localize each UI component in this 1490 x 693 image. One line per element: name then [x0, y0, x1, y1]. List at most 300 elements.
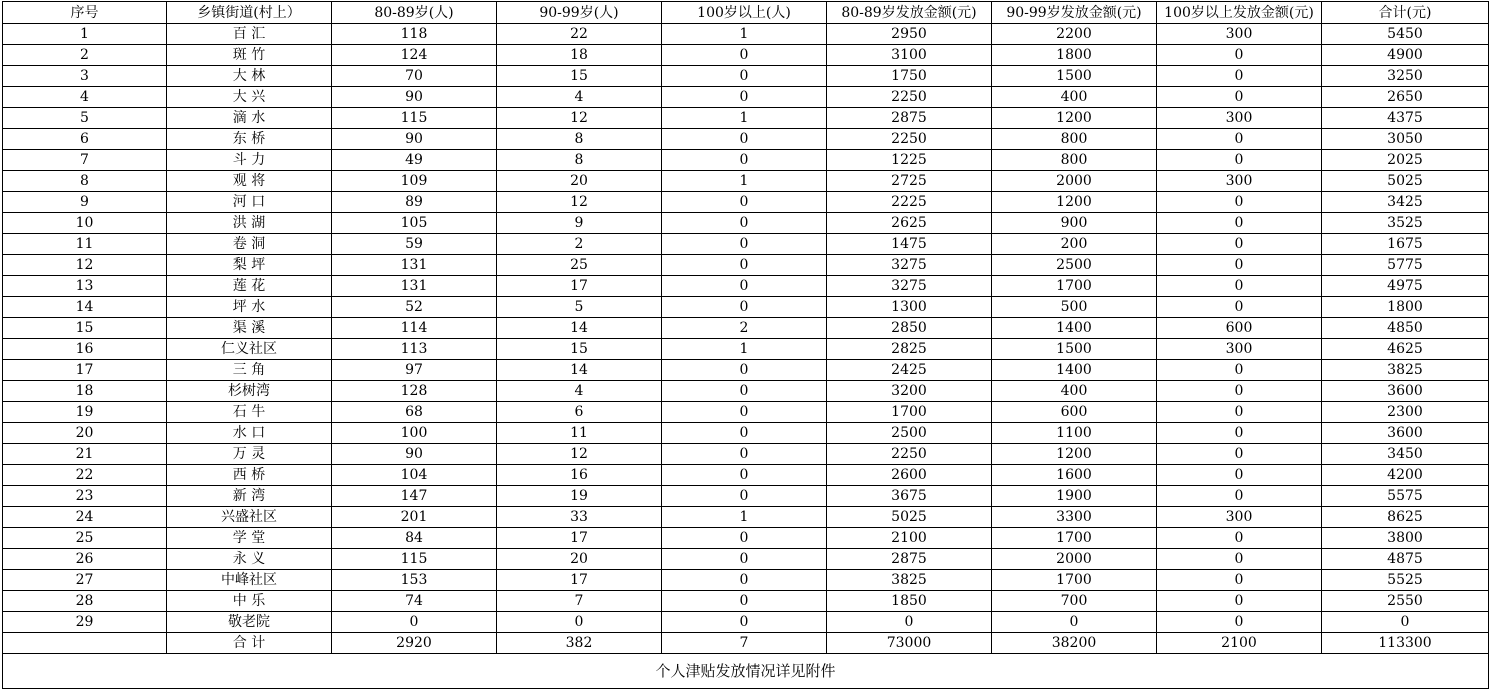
table-cell: 26	[3, 549, 167, 570]
table-cell: 1400	[992, 360, 1157, 381]
table-cell: 5775	[1322, 255, 1489, 276]
table-cell: 9	[3, 192, 167, 213]
table-row	[3, 276, 1489, 297]
table-cell: 12	[497, 108, 662, 129]
table-cell: 4375	[1322, 108, 1489, 129]
table-cell: 0	[1157, 66, 1322, 87]
table-cell: 0	[1157, 549, 1322, 570]
table-cell: 2875	[827, 108, 992, 129]
table-cell: 100	[332, 423, 497, 444]
table-cell: 12	[497, 444, 662, 465]
table-cell: 0	[1157, 213, 1322, 234]
table-cell: 5	[3, 108, 167, 129]
table-row	[3, 213, 1489, 234]
table-cell: 700	[992, 591, 1157, 612]
table-cell: 2300	[1322, 402, 1489, 423]
table-cell: 13	[3, 276, 167, 297]
table-cell: 59	[332, 234, 497, 255]
table-cell: 0	[662, 234, 827, 255]
table-row	[3, 402, 1489, 423]
total-cell: 2100	[1157, 633, 1322, 654]
table-cell: 70	[332, 66, 497, 87]
table-cell: 东 桥	[167, 129, 332, 150]
table-cell: 0	[1157, 297, 1322, 318]
total-cell: 7	[662, 633, 827, 654]
table-cell: 600	[1157, 318, 1322, 339]
table-row	[3, 381, 1489, 402]
table-cell: 0	[662, 66, 827, 87]
table-cell: 1	[662, 171, 827, 192]
table-cell: 52	[332, 297, 497, 318]
table-cell: 300	[1157, 339, 1322, 360]
table-cell: 2250	[827, 87, 992, 108]
table-cell: 6	[497, 402, 662, 423]
table-cell: 16	[497, 465, 662, 486]
total-cell: 合 计	[167, 633, 332, 654]
table-row	[3, 108, 1489, 129]
table-cell: 2425	[827, 360, 992, 381]
table-cell: 2	[3, 45, 167, 66]
table-cell: 16	[3, 339, 167, 360]
table-cell: 11	[497, 423, 662, 444]
table-cell: 0	[1157, 129, 1322, 150]
table-cell: 3425	[1322, 192, 1489, 213]
table-cell: 莲 花	[167, 276, 332, 297]
table-cell: 0	[1157, 423, 1322, 444]
table-cell: 12	[497, 192, 662, 213]
table-cell: 0	[662, 255, 827, 276]
table-cell: 2600	[827, 465, 992, 486]
table-cell: 11	[3, 234, 167, 255]
table-cell: 18	[497, 45, 662, 66]
table-cell: 4975	[1322, 276, 1489, 297]
table-cell: 1	[662, 507, 827, 528]
table-cell: 2225	[827, 192, 992, 213]
table-cell: 2875	[827, 549, 992, 570]
table-cell: 石 牛	[167, 402, 332, 423]
table-cell: 兴盛社区	[167, 507, 332, 528]
table-cell: 0	[662, 486, 827, 507]
table-cell: 300	[1157, 171, 1322, 192]
column-header: 90-99岁(人)	[497, 2, 662, 24]
table-cell: 1700	[827, 402, 992, 423]
total-row	[3, 633, 1489, 654]
table-cell: 0	[1157, 444, 1322, 465]
table-row	[3, 192, 1489, 213]
table-cell: 0	[1322, 612, 1489, 633]
table-cell: 3825	[1322, 360, 1489, 381]
table-cell: 17	[497, 276, 662, 297]
table-row	[3, 234, 1489, 255]
table-cell: 20	[497, 171, 662, 192]
table-cell: 15	[497, 66, 662, 87]
table-cell: 3825	[827, 570, 992, 591]
table-cell: 1600	[992, 465, 1157, 486]
table-cell: 0	[332, 612, 497, 633]
table-row	[3, 339, 1489, 360]
total-cell	[3, 633, 167, 654]
table-cell: 131	[332, 255, 497, 276]
table-cell: 300	[1157, 24, 1322, 45]
table-cell: 3275	[827, 255, 992, 276]
table-cell: 153	[332, 570, 497, 591]
table-cell: 124	[332, 45, 497, 66]
table-cell: 23	[3, 486, 167, 507]
table-cell: 17	[497, 570, 662, 591]
table-row	[3, 150, 1489, 171]
table-cell: 400	[992, 87, 1157, 108]
table-row	[3, 465, 1489, 486]
table-cell: 2200	[992, 24, 1157, 45]
table-cell: 1	[662, 339, 827, 360]
table-cell: 万 灵	[167, 444, 332, 465]
table-cell: 27	[3, 570, 167, 591]
table-cell: 14	[3, 297, 167, 318]
table-cell: 90	[332, 444, 497, 465]
table-cell: 2	[662, 318, 827, 339]
table-cell: 7	[3, 150, 167, 171]
table-cell: 2625	[827, 213, 992, 234]
table-cell: 2	[497, 234, 662, 255]
table-cell: 百 汇	[167, 24, 332, 45]
table-cell: 0	[1157, 612, 1322, 633]
table-cell: 17	[3, 360, 167, 381]
table-row	[3, 549, 1489, 570]
table-cell: 0	[1157, 591, 1322, 612]
table-cell: 20	[497, 549, 662, 570]
table-cell: 800	[992, 129, 1157, 150]
table-cell: 201	[332, 507, 497, 528]
footnote-row	[3, 654, 1489, 689]
column-header: 80-89岁发放金额(元)	[827, 2, 992, 24]
table-cell: 400	[992, 381, 1157, 402]
table-cell: 中 乐	[167, 591, 332, 612]
table-cell: 5450	[1322, 24, 1489, 45]
table-cell: 0	[1157, 150, 1322, 171]
total-cell: 2920	[332, 633, 497, 654]
table-cell: 0	[662, 570, 827, 591]
table-cell: 0	[662, 150, 827, 171]
table-cell: 2000	[992, 549, 1157, 570]
table-row	[3, 528, 1489, 549]
table-cell: 5	[497, 297, 662, 318]
table-cell: 0	[1157, 234, 1322, 255]
table-cell: 1850	[827, 591, 992, 612]
table-cell: 1475	[827, 234, 992, 255]
table-cell: 2100	[827, 528, 992, 549]
table-cell: 1900	[992, 486, 1157, 507]
table-cell: 9	[497, 213, 662, 234]
table-cell: 洪 湖	[167, 213, 332, 234]
table-cell: 128	[332, 381, 497, 402]
table-cell: 84	[332, 528, 497, 549]
table-cell: 1500	[992, 66, 1157, 87]
table-cell: 5525	[1322, 570, 1489, 591]
table-cell: 2250	[827, 444, 992, 465]
table-cell: 113	[332, 339, 497, 360]
table-cell: 1200	[992, 192, 1157, 213]
table-cell: 2500	[827, 423, 992, 444]
table-cell: 0	[1157, 192, 1322, 213]
table-cell: 0	[662, 402, 827, 423]
table-cell: 0	[662, 297, 827, 318]
table-cell: 3250	[1322, 66, 1489, 87]
table-cell: 3525	[1322, 213, 1489, 234]
table-cell: 114	[332, 318, 497, 339]
total-cell: 382	[497, 633, 662, 654]
table-cell: 90	[332, 87, 497, 108]
table-cell: 0	[662, 381, 827, 402]
table-cell: 2725	[827, 171, 992, 192]
table-cell: 300	[1157, 507, 1322, 528]
table-cell: 0	[662, 549, 827, 570]
table-row	[3, 171, 1489, 192]
table-cell: 8	[3, 171, 167, 192]
table-cell: 3600	[1322, 423, 1489, 444]
table-cell: 仁义社区	[167, 339, 332, 360]
table-cell: 5575	[1322, 486, 1489, 507]
table-cell: 33	[497, 507, 662, 528]
table-cell: 24	[3, 507, 167, 528]
table-cell: 观 将	[167, 171, 332, 192]
table-cell: 25	[3, 528, 167, 549]
table-cell: 15	[497, 339, 662, 360]
table-cell: 25	[497, 255, 662, 276]
table-cell: 20	[3, 423, 167, 444]
table-row	[3, 507, 1489, 528]
table-cell: 0	[662, 612, 827, 633]
table-cell: 115	[332, 549, 497, 570]
table-cell: 300	[1157, 108, 1322, 129]
table-cell: 5025	[827, 507, 992, 528]
table-cell: 1	[662, 24, 827, 45]
table-row	[3, 129, 1489, 150]
table-cell: 1700	[992, 276, 1157, 297]
table-cell: 3	[3, 66, 167, 87]
table-cell: 8	[497, 129, 662, 150]
table-cell: 5025	[1322, 171, 1489, 192]
table-cell: 2825	[827, 339, 992, 360]
table-cell: 68	[332, 402, 497, 423]
table-cell: 4900	[1322, 45, 1489, 66]
table-cell: 4850	[1322, 318, 1489, 339]
table-cell: 三 角	[167, 360, 332, 381]
total-cell: 38200	[992, 633, 1157, 654]
table-cell: 89	[332, 192, 497, 213]
table-cell: 1500	[992, 339, 1157, 360]
table-cell: 2650	[1322, 87, 1489, 108]
table-cell: 1750	[827, 66, 992, 87]
table-row	[3, 423, 1489, 444]
table-cell: 200	[992, 234, 1157, 255]
table-cell: 0	[827, 612, 992, 633]
table-cell: 7	[497, 591, 662, 612]
table-row	[3, 570, 1489, 591]
table-cell: 0	[662, 129, 827, 150]
table-body	[3, 24, 1489, 633]
table-row	[3, 486, 1489, 507]
table-row	[3, 360, 1489, 381]
table-cell: 4200	[1322, 465, 1489, 486]
table-cell: 斑 竹	[167, 45, 332, 66]
table-cell: 永 义	[167, 549, 332, 570]
table-cell: 0	[662, 423, 827, 444]
table-cell: 0	[662, 192, 827, 213]
table-cell: 0	[662, 276, 827, 297]
table-cell: 0	[662, 360, 827, 381]
table-cell: 1200	[992, 444, 1157, 465]
table-cell: 19	[3, 402, 167, 423]
table-cell: 3800	[1322, 528, 1489, 549]
table-row	[3, 318, 1489, 339]
table-cell: 滴 水	[167, 108, 332, 129]
table-cell: 0	[662, 45, 827, 66]
table-cell: 中峰社区	[167, 570, 332, 591]
table-cell: 1800	[1322, 297, 1489, 318]
table-cell: 105	[332, 213, 497, 234]
table-cell: 0	[1157, 486, 1322, 507]
table-cell: 0	[662, 87, 827, 108]
total-cell: 73000	[827, 633, 992, 654]
table-cell: 0	[1157, 381, 1322, 402]
table-cell: 500	[992, 297, 1157, 318]
table-cell: 14	[497, 318, 662, 339]
column-header: 乡镇街道(村上）	[167, 2, 332, 24]
table-cell: 大 兴	[167, 87, 332, 108]
table-cell: 坪 水	[167, 297, 332, 318]
subsidy-table	[2, 1, 1489, 689]
table-cell: 大 林	[167, 66, 332, 87]
table-cell: 1700	[992, 528, 1157, 549]
table-cell: 1800	[992, 45, 1157, 66]
table-cell: 19	[497, 486, 662, 507]
table-row	[3, 24, 1489, 45]
table-row	[3, 591, 1489, 612]
table-cell: 西 桥	[167, 465, 332, 486]
table-cell: 17	[497, 528, 662, 549]
table-cell: 3200	[827, 381, 992, 402]
table-cell: 0	[1157, 402, 1322, 423]
table-cell: 0	[1157, 528, 1322, 549]
table-cell: 杉树湾	[167, 381, 332, 402]
table-cell: 3675	[827, 486, 992, 507]
table-cell: 新 湾	[167, 486, 332, 507]
table-cell: 2550	[1322, 591, 1489, 612]
column-header: 100岁以上发放金额(元)	[1157, 2, 1322, 24]
table-cell: 0	[1157, 360, 1322, 381]
table-cell: 21	[3, 444, 167, 465]
table-cell: 敬老院	[167, 612, 332, 633]
table-cell: 97	[332, 360, 497, 381]
table-row	[3, 255, 1489, 276]
table-cell: 4875	[1322, 549, 1489, 570]
table-cell: 22	[3, 465, 167, 486]
table-cell: 8625	[1322, 507, 1489, 528]
column-header: 合计(元)	[1322, 2, 1489, 24]
table-cell: 2000	[992, 171, 1157, 192]
table-row	[3, 66, 1489, 87]
table-row	[3, 612, 1489, 633]
table-cell: 0	[1157, 45, 1322, 66]
table-cell: 3050	[1322, 129, 1489, 150]
table-cell: 学 堂	[167, 528, 332, 549]
table-cell: 0	[1157, 255, 1322, 276]
table-cell: 1100	[992, 423, 1157, 444]
table-cell: 18	[3, 381, 167, 402]
table-row	[3, 297, 1489, 318]
table-cell: 0	[1157, 465, 1322, 486]
table-cell: 卷 洞	[167, 234, 332, 255]
table-cell: 4625	[1322, 339, 1489, 360]
column-header: 90-99岁发放金额(元)	[992, 2, 1157, 24]
table-cell: 0	[992, 612, 1157, 633]
table-cell: 4	[3, 87, 167, 108]
table-cell: 115	[332, 108, 497, 129]
table-cell: 29	[3, 612, 167, 633]
table-cell: 600	[992, 402, 1157, 423]
table-cell: 0	[662, 465, 827, 486]
table-cell: 900	[992, 213, 1157, 234]
table-cell: 斗 力	[167, 150, 332, 171]
table-cell: 0	[1157, 87, 1322, 108]
table-row	[3, 45, 1489, 66]
table-cell: 0	[662, 444, 827, 465]
table-cell: 6	[3, 129, 167, 150]
table-cell: 3275	[827, 276, 992, 297]
table-cell: 1	[3, 24, 167, 45]
table-cell: 3100	[827, 45, 992, 66]
total-cell: 113300	[1322, 633, 1489, 654]
table-cell: 74	[332, 591, 497, 612]
table-cell: 0	[662, 213, 827, 234]
table-cell: 131	[332, 276, 497, 297]
table-cell: 梨 坪	[167, 255, 332, 276]
table-cell: 2850	[827, 318, 992, 339]
table-cell: 水 口	[167, 423, 332, 444]
table-cell: 104	[332, 465, 497, 486]
table-cell: 4	[497, 87, 662, 108]
table-cell: 0	[497, 612, 662, 633]
table-cell: 10	[3, 213, 167, 234]
table-cell: 8	[497, 150, 662, 171]
table-row	[3, 444, 1489, 465]
footnote: 个人津贴发放情况详见附件	[3, 654, 1489, 689]
table-row	[3, 87, 1489, 108]
table-cell: 3450	[1322, 444, 1489, 465]
table-cell: 2500	[992, 255, 1157, 276]
table-cell: 4	[497, 381, 662, 402]
table-cell: 28	[3, 591, 167, 612]
table-cell: 3300	[992, 507, 1157, 528]
table-cell: 2025	[1322, 150, 1489, 171]
table-cell: 147	[332, 486, 497, 507]
table-cell: 90	[332, 129, 497, 150]
header-row	[3, 2, 1489, 24]
column-header: 100岁以上(人)	[662, 2, 827, 24]
table-cell: 15	[3, 318, 167, 339]
table-cell: 2250	[827, 129, 992, 150]
table-cell: 1700	[992, 570, 1157, 591]
table-cell: 14	[497, 360, 662, 381]
table-cell: 1	[662, 108, 827, 129]
table-cell: 0	[1157, 276, 1322, 297]
table-cell: 0	[662, 591, 827, 612]
table-cell: 1200	[992, 108, 1157, 129]
table-cell: 109	[332, 171, 497, 192]
table-cell: 1225	[827, 150, 992, 171]
table-cell: 1300	[827, 297, 992, 318]
table-cell: 3600	[1322, 381, 1489, 402]
